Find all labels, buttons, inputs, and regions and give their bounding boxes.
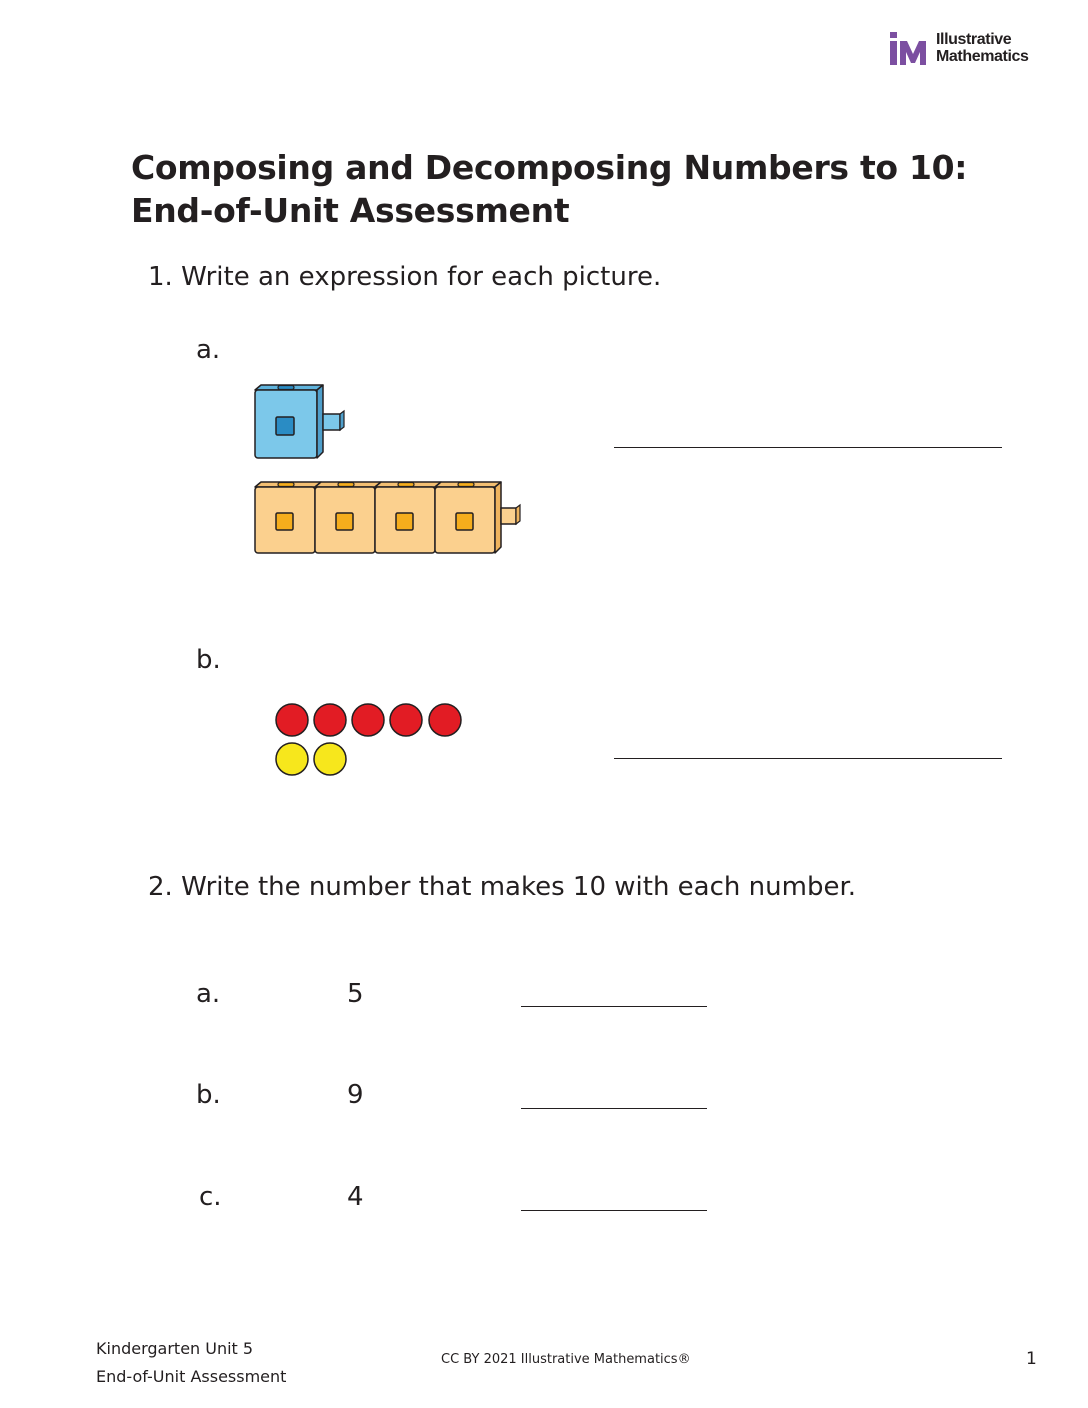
red-counter	[276, 704, 308, 736]
logo-line-2: Mathematics	[936, 48, 1029, 65]
question-2-prompt: 2. Write the number that makes 10 with each number.	[148, 872, 857, 902]
red-counter	[429, 704, 461, 736]
question-2b-number: 9	[347, 1080, 364, 1110]
orange-cube-train	[255, 482, 520, 553]
orange-cube	[375, 482, 441, 553]
logo-line-1: Illustrative	[936, 31, 1012, 48]
answer-blank-2a[interactable]	[521, 1006, 707, 1007]
question-1-prompt: 1. Write an expression for each picture.	[148, 262, 662, 292]
orange-cube	[255, 482, 321, 553]
red-counter	[352, 704, 384, 736]
yellow-counter	[276, 743, 308, 775]
footer-doc: End-of-Unit Assessment	[96, 1367, 287, 1386]
question-2a-label: a.	[196, 979, 221, 1009]
counters-picture	[270, 700, 470, 782]
footer-course: Kindergarten Unit 5	[96, 1339, 254, 1358]
question-1b-label: b.	[196, 645, 221, 675]
question-2c-number: 4	[347, 1182, 364, 1212]
footer-license: CC BY 2021 Illustrative Mathematics®	[441, 1352, 691, 1367]
logo-wordmark	[936, 31, 1029, 65]
question-1a-label: a.	[196, 335, 221, 365]
answer-blank-2c[interactable]	[521, 1210, 707, 1211]
question-2b-label: b.	[196, 1080, 221, 1110]
blue-cube	[255, 385, 344, 458]
connecting-cubes-picture	[250, 383, 530, 558]
orange-cube	[435, 482, 520, 553]
footer-left	[96, 1335, 286, 1391]
page-number: 1	[1026, 1349, 1037, 1369]
title-line-2: End-of-Unit Assessment	[131, 191, 570, 230]
question-2a-number: 5	[347, 979, 364, 1009]
answer-blank-2b[interactable]	[521, 1108, 707, 1109]
page-title	[131, 146, 1011, 232]
red-counter	[314, 704, 346, 736]
answer-line-1b[interactable]	[614, 758, 1002, 759]
yellow-counter	[314, 743, 346, 775]
red-counter	[390, 704, 422, 736]
title-line-1: Composing and Decomposing Numbers to 10:	[131, 148, 968, 187]
answer-line-1a[interactable]	[614, 447, 1002, 448]
orange-cube	[315, 482, 381, 553]
question-2c-label: c.	[199, 1182, 222, 1212]
im-logo-icon	[888, 32, 932, 66]
